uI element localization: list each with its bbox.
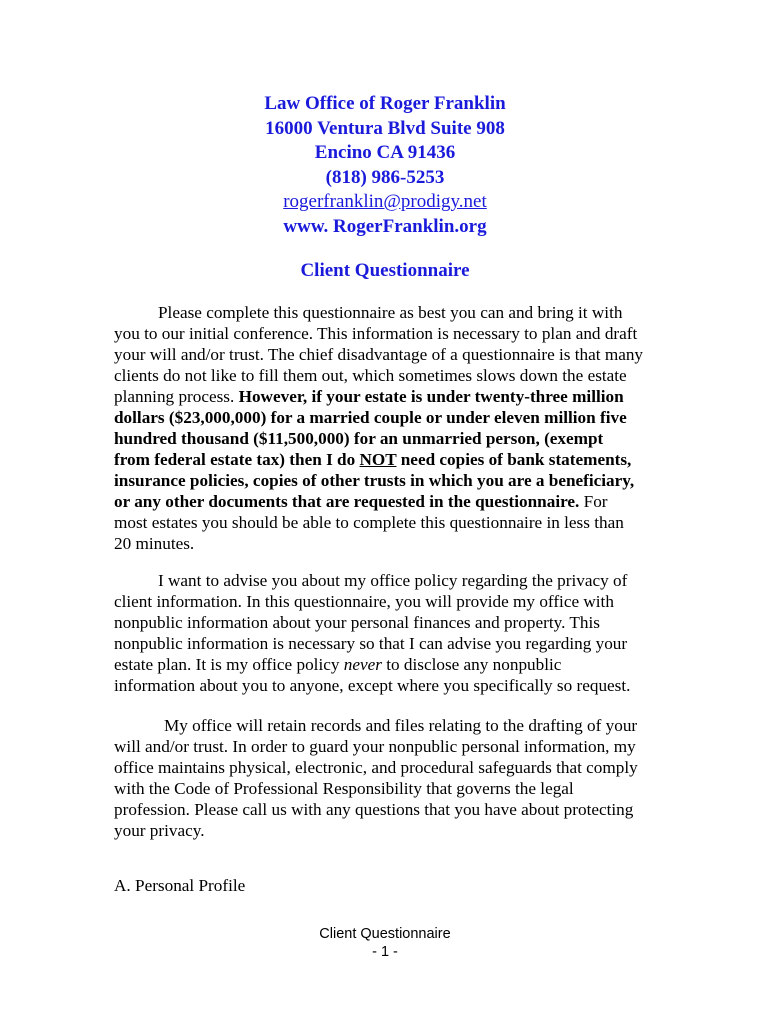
- office-phone: (818) 986-5253: [325, 166, 445, 188]
- records-line: My office will retain records and files relating to the drafting of your: [164, 716, 638, 735]
- intro-bold-text: insurance policies, copies of other trusts in which you are a beneficiary,: [114, 471, 635, 490]
- privacy-line: nonpublic information about your personal finances and property. This: [114, 613, 600, 632]
- privacy-line: I want to advise you about my office policy regarding the privacy of: [158, 571, 628, 590]
- intro-line: clients do not like to fill them out, which sometimes slows down the estate: [114, 366, 627, 385]
- office-street: 16000 Ventura Blvd Suite 908: [265, 117, 505, 139]
- letterhead: [0, 92, 770, 239]
- privacy-line: information about you to anyone, except where you specifically so request.: [114, 676, 631, 695]
- records-paragraph: [114, 715, 638, 841]
- document-title: Client Questionnaire: [300, 260, 470, 281]
- privacy-line: [114, 654, 630, 675]
- intro-bold-segment: from federal estate tax) then I do: [114, 450, 360, 469]
- intro-line: you to our initial conference. This information is necessary to plan and draft: [114, 324, 638, 343]
- intro-bold-text: dollars ($23,000,000) for a married couple or under eleven million five: [114, 408, 627, 427]
- intro-line: Please complete this questionnaire as best you can and bring it with: [158, 303, 623, 322]
- section-heading-personal-profile: A. Personal Profile: [114, 876, 246, 895]
- records-line: office maintains physical, electronic, and procedural safeguards that comply: [114, 758, 638, 777]
- privacy-line: nonpublic information is necessary so that I can advise you regarding your: [114, 634, 628, 653]
- footer-title: Client Questionnaire: [319, 926, 451, 942]
- intro-line: 20 minutes.: [114, 534, 195, 553]
- office-name: Law Office of Roger Franklin: [264, 93, 506, 114]
- email-link[interactable]: rogerfranklin@prodigy.net: [283, 191, 487, 212]
- intro-line: [114, 470, 643, 491]
- intro-bold-text: [114, 450, 631, 469]
- office-city: Encino CA 91436: [314, 142, 456, 163]
- intro-text: For: [579, 492, 608, 511]
- page-footer: [0, 925, 770, 961]
- never-emphasis: never: [343, 655, 382, 674]
- intro-paragraph: [114, 302, 643, 554]
- page-number: - 1 -: [372, 944, 398, 960]
- website-link[interactable]: www. RogerFranklin.org: [283, 215, 487, 237]
- intro-bold-text: or any other documents that are requested in the questionnaire.: [114, 492, 580, 511]
- intro-line: most estates you should be able to complete this questionnaire in less than: [114, 513, 624, 532]
- records-line: profession. Please call us with any questions that you have about protecting: [114, 800, 634, 819]
- records-line: your privacy.: [114, 821, 205, 840]
- intro-line: [114, 491, 643, 512]
- records-line: with the Code of Professional Responsibility that governs the legal: [114, 779, 574, 798]
- intro-line: [114, 386, 643, 407]
- intro-bold-segment: need copies of bank statements,: [396, 450, 632, 469]
- privacy-paragraph: [114, 570, 630, 696]
- intro-text: planning process.: [114, 387, 239, 406]
- intro-bold-text: However, if your estate is under twenty-three million: [238, 387, 624, 406]
- intro-line: [114, 407, 643, 428]
- privacy-text: to disclose any nonpublic: [381, 655, 562, 674]
- intro-line: your will and/or trust. The chief disadvantage of a questionnaire is that many: [114, 345, 644, 364]
- privacy-text: estate plan. It is my office policy: [114, 655, 344, 674]
- privacy-line: client information. In this questionnaire, you will provide my office with: [114, 592, 614, 611]
- records-line: will and/or trust. In order to guard your nonpublic personal information, my: [114, 737, 636, 756]
- intro-line: [114, 449, 643, 470]
- intro-bold-text: hundred thousand ($11,500,000) for an unmarried person, (exempt: [114, 429, 604, 448]
- intro-line: [114, 428, 643, 449]
- not-emphasis: NOT: [359, 450, 397, 469]
